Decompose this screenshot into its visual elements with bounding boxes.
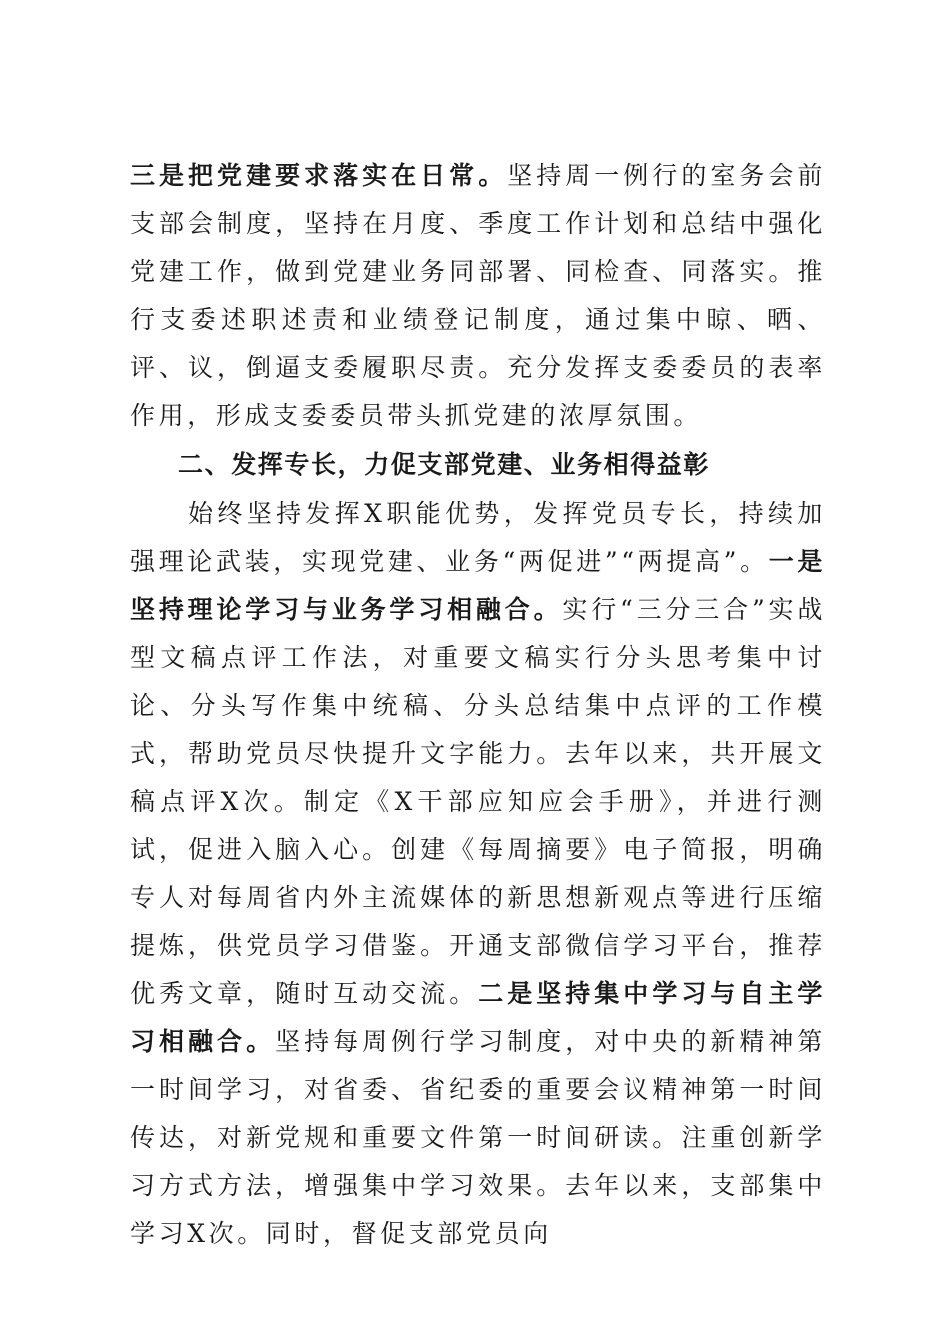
paragraph-text-2: 坚持每周例行学习制度，对中央的新精神第一时间学习，对省委、省纪委的重要会议精神第一时间传达，对新党规和重要文件第一时间研读。注重创新学习方式方法，增强集中学习效果。去年以来，支部集中学习X次。同时，督促支部党员向: [130, 1027, 826, 1248]
paragraph-lead: 三是把党建要求落实在日常。: [130, 161, 508, 190]
paragraph-intro: 始终坚持发挥X职能优势，发挥党员专长，持续加强理论武装，实现党建、业务“两促进”“两提高”。: [130, 499, 826, 576]
section-heading-2: 二、发挥专长，力促支部党建、业务相得益彰: [178, 450, 711, 479]
paragraph-daily-party-building: [130, 152, 826, 440]
paragraph-lead-1: 一是坚持理论学习与业务学习相融合。: [130, 547, 827, 624]
document-page: [130, 152, 826, 1258]
paragraph-lead-2: 二是坚持集中学习与自主学习相融合。: [130, 979, 827, 1056]
paragraph-expertise: [130, 490, 826, 1258]
paragraph-text: 坚持周一例行的室务会前支部会制度，坚持在月度、季度工作计划和总结中强化党建工作，做到党建业务同部署、同检查、同落实。推行支委述职述责和业绩登记制度，通过集中晾、晒、评、议，倒逼支委履职尽责。充分发挥支委委员的表率作用，形成支委委员带头抓党建的浓厚氛围。: [130, 161, 826, 430]
paragraph-text-1: 实行“三分三合”实战型文稿点评工作法，对重要文稿实行分头思考集中讨论、分头写作集中统稿、分头总结集中点评的工作模式，帮助党员尽快提升文字能力。去年以来，共开展文稿点评X次。制定《X干部应知应会手册》，并进行测试，促进入脑入心。创建《每周摘要》电子简报，明确专人对每周省内外主流媒体的新思想新观点等进行压缩提炼，供党员学习借鉴。开通支部微信学习平台，推荐优秀文章，随时互动交流。: [130, 595, 826, 1008]
